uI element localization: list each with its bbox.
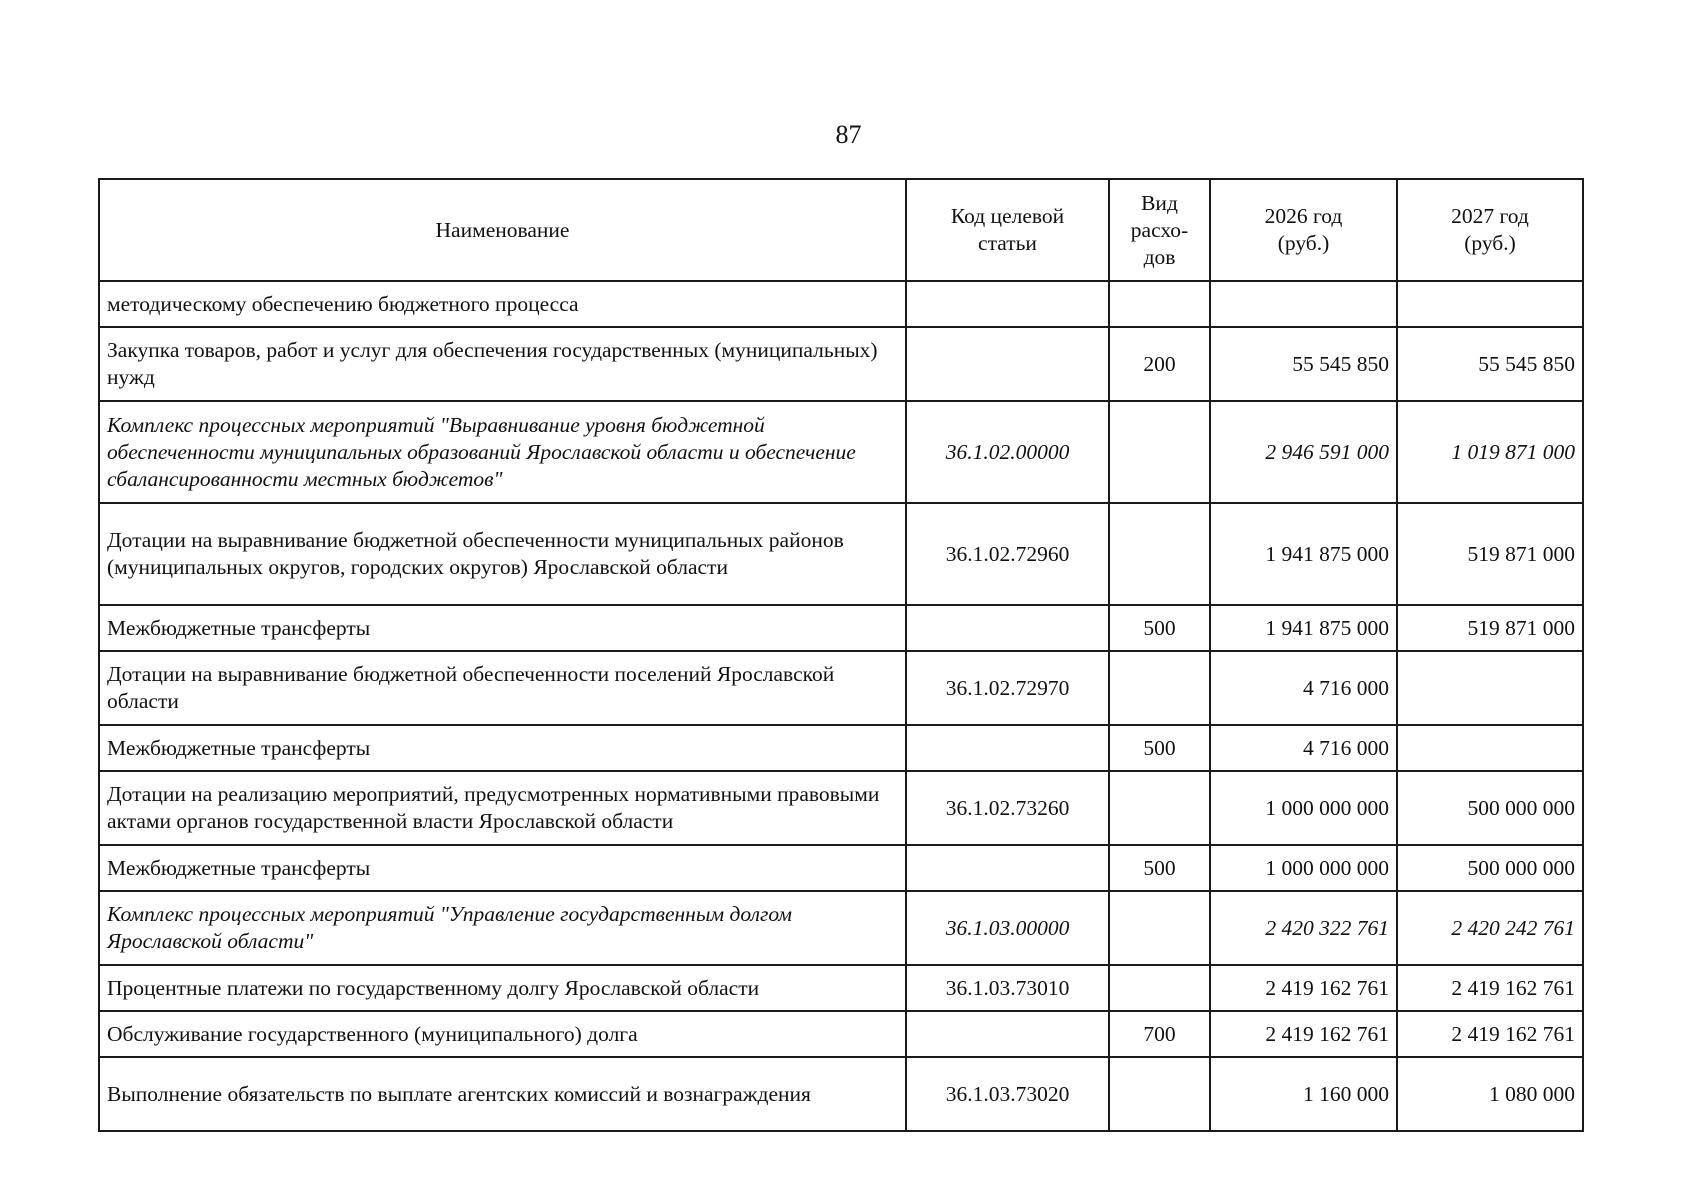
cell-y2026: 2 419 162 761 <box>1210 1011 1397 1057</box>
cell-type <box>1109 651 1210 725</box>
cell-y2026: 2 946 591 000 <box>1210 401 1397 503</box>
cell-y2027: 500 000 000 <box>1397 771 1583 845</box>
table-row <box>99 503 1583 605</box>
table-row <box>99 891 1583 965</box>
table-body <box>99 281 1583 1131</box>
table-row <box>99 401 1583 503</box>
cell-code <box>906 281 1109 327</box>
cell-name: Комплекс процессных мероприятий "Выравнивание уровня бюджетной обеспеченности муниципальных образований Ярославской области и обеспечение сбалансированности местных бюджетов" <box>99 401 906 503</box>
cell-name: Закупка товаров, работ и услуг для обеспечения государственных (муниципальных) нужд <box>99 327 906 401</box>
cell-y2027: 2 420 242 761 <box>1397 891 1583 965</box>
cell-y2027: 55 545 850 <box>1397 327 1583 401</box>
cell-type <box>1109 281 1210 327</box>
cell-y2026: 4 716 000 <box>1210 725 1397 771</box>
cell-type: 700 <box>1109 1011 1210 1057</box>
header-code: Код целевой статьи <box>906 179 1109 281</box>
table-row <box>99 281 1583 327</box>
table-row <box>99 965 1583 1011</box>
cell-name: Комплекс процессных мероприятий "Управление государственным долгом Ярославской области" <box>99 891 906 965</box>
cell-type: 500 <box>1109 845 1210 891</box>
cell-type: 500 <box>1109 725 1210 771</box>
cell-name: методическому обеспечению бюджетного процесса <box>99 281 906 327</box>
cell-y2027: 500 000 000 <box>1397 845 1583 891</box>
header-2026: 2026 год (руб.) <box>1210 179 1397 281</box>
cell-code: 36.1.03.73010 <box>906 965 1109 1011</box>
cell-y2026: 2 419 162 761 <box>1210 965 1397 1011</box>
cell-type <box>1109 503 1210 605</box>
cell-y2027 <box>1397 281 1583 327</box>
cell-y2026: 1 160 000 <box>1210 1057 1397 1131</box>
cell-name: Выполнение обязательств по выплате агентских комиссий и вознаграждения <box>99 1057 906 1131</box>
cell-y2027: 1 019 871 000 <box>1397 401 1583 503</box>
cell-y2027: 1 080 000 <box>1397 1057 1583 1131</box>
cell-name: Дотации на выравнивание бюджетной обеспеченности поселений Ярославской области <box>99 651 906 725</box>
header-2027: 2027 год (руб.) <box>1397 179 1583 281</box>
cell-y2027 <box>1397 725 1583 771</box>
cell-type <box>1109 771 1210 845</box>
table-row <box>99 327 1583 401</box>
cell-code <box>906 725 1109 771</box>
cell-code <box>906 327 1109 401</box>
cell-code: 36.1.02.73260 <box>906 771 1109 845</box>
cell-y2026 <box>1210 281 1397 327</box>
table-header-row <box>99 179 1583 281</box>
cell-y2027: 519 871 000 <box>1397 503 1583 605</box>
cell-type <box>1109 965 1210 1011</box>
cell-type <box>1109 1057 1210 1131</box>
cell-type: 500 <box>1109 605 1210 651</box>
cell-name: Дотации на выравнивание бюджетной обеспеченности муниципальных районов (муниципальных округов, городских округов) Ярославской области <box>99 503 906 605</box>
cell-code: 36.1.02.00000 <box>906 401 1109 503</box>
cell-y2026: 1 000 000 000 <box>1210 845 1397 891</box>
cell-code: 36.1.02.72970 <box>906 651 1109 725</box>
table-row <box>99 1057 1583 1131</box>
cell-code: 36.1.02.72960 <box>906 503 1109 605</box>
cell-y2026: 55 545 850 <box>1210 327 1397 401</box>
cell-code <box>906 605 1109 651</box>
cell-code: 36.1.03.00000 <box>906 891 1109 965</box>
cell-name: Межбюджетные трансферты <box>99 845 906 891</box>
table-row <box>99 725 1583 771</box>
cell-y2026: 4 716 000 <box>1210 651 1397 725</box>
table-row <box>99 605 1583 651</box>
cell-code: 36.1.03.73020 <box>906 1057 1109 1131</box>
cell-y2027 <box>1397 651 1583 725</box>
table-row <box>99 845 1583 891</box>
cell-type: 200 <box>1109 327 1210 401</box>
cell-name: Обслуживание государственного (муниципального) долга <box>99 1011 906 1057</box>
cell-y2027: 2 419 162 761 <box>1397 965 1583 1011</box>
cell-name: Межбюджетные трансферты <box>99 605 906 651</box>
cell-name: Дотации на реализацию мероприятий, предусмотренных нормативными правовыми актами органов государственной власти Ярославской области <box>99 771 906 845</box>
cell-type <box>1109 891 1210 965</box>
page-number: 87 <box>835 120 862 149</box>
cell-type <box>1109 401 1210 503</box>
header-name: Наименование <box>99 179 906 281</box>
table-row <box>99 771 1583 845</box>
table-row <box>99 651 1583 725</box>
cell-y2027: 519 871 000 <box>1397 605 1583 651</box>
cell-name: Процентные платежи по государственному долгу Ярославской области <box>99 965 906 1011</box>
cell-y2026: 1 941 875 000 <box>1210 503 1397 605</box>
cell-name: Межбюджетные трансферты <box>99 725 906 771</box>
table-row <box>99 1011 1583 1057</box>
budget-table <box>98 178 1584 1132</box>
cell-code <box>906 1011 1109 1057</box>
cell-y2026: 1 000 000 000 <box>1210 771 1397 845</box>
cell-y2026: 2 420 322 761 <box>1210 891 1397 965</box>
cell-code <box>906 845 1109 891</box>
header-type: Вид расхо-дов <box>1109 179 1210 281</box>
cell-y2027: 2 419 162 761 <box>1397 1011 1583 1057</box>
cell-y2026: 1 941 875 000 <box>1210 605 1397 651</box>
